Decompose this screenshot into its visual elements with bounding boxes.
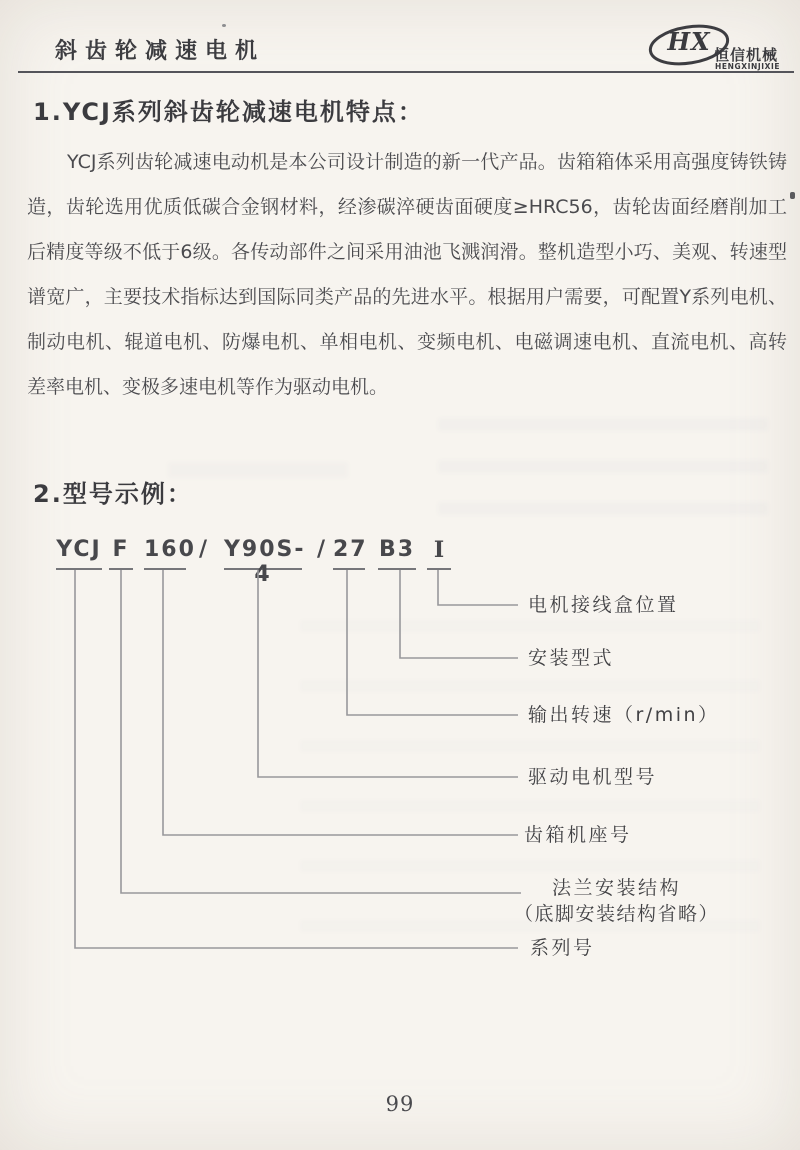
model-segment-output-speed: 27 — [333, 537, 365, 570]
callout-label-terminal-box-position — [528, 594, 679, 616]
model-segment-mounting: B3 — [378, 537, 416, 570]
model-segment-flange: F — [109, 537, 133, 570]
features-paragraph — [27, 140, 787, 410]
callout-text: 电机接线盒位置 — [528, 594, 679, 616]
paragraph-line: 后精度等级不低于6级。各传动部件之间采用油池飞溅润滑。整机造型小巧、美观、转速型 — [27, 241, 787, 263]
callout-text: 法兰安装结构 — [552, 877, 682, 899]
callout-text: 输出转速（r/min） — [528, 704, 720, 726]
model-separator-slash: / — [198, 537, 210, 562]
callout-label-mounting-type — [528, 647, 614, 669]
scan-bleedthrough-artifact — [438, 418, 768, 536]
callout-label-gearbox-frame — [524, 824, 632, 846]
paragraph-line: 差率电机、变极多速电机等作为驱动电机。 — [27, 376, 389, 398]
scan-speck — [222, 24, 226, 27]
callout-label-output-speed — [528, 704, 720, 726]
callout-label-drive-motor-model — [528, 766, 657, 788]
scan-bleedthrough-artifact — [168, 462, 348, 478]
logo-company-name-latin: HENGXINJIXIE — [715, 62, 781, 71]
model-segment-motor-type: Y90S-4 — [224, 537, 306, 587]
callout-text: 齿箱机座号 — [524, 824, 632, 846]
page-number: 99 — [385, 1092, 415, 1116]
page-header-title: 斜齿轮减速电机 — [55, 39, 266, 64]
paragraph-line: 制动电机、辊道电机、防爆电机、单相电机、变频电机、电磁调速电机、直流电机、高转 — [27, 331, 787, 353]
paragraph-line: 造，齿轮选用优质低碳合金钢材料，经渗碳淬硬齿面硬度≥HRC56，齿轮齿面经磨削加工 — [27, 196, 787, 218]
callout-label-series-number — [530, 937, 595, 959]
callout-text: 安装型式 — [528, 647, 615, 669]
scan-speck — [790, 192, 795, 199]
model-segment-terminal-box: I — [427, 537, 451, 570]
callout-subtext: （底脚安装结构省略） — [514, 903, 720, 925]
section-1-heading: 1.YCJ系列斜齿轮减速电机特点： — [33, 98, 424, 126]
paragraph-line: YCJ系列齿轮减速电动机是本公司设计制造的新一代产品。齿箱箱体采用高强度铸铁铸 — [67, 151, 787, 173]
model-separator-slash: / — [316, 537, 328, 562]
section-2-heading: 2.型号示例： — [33, 480, 193, 508]
model-segment-series: YCJ — [56, 537, 102, 570]
callout-label-flange-structure — [514, 875, 719, 927]
model-segment-frame-size: 160 — [144, 537, 186, 570]
company-logo — [628, 14, 788, 74]
logo-monogram: HX — [667, 27, 711, 56]
paragraph-line: 谱宽广，主要技术指标达到国际同类产品的先进水平。根据用户需要，可配置Y系列电机、 — [27, 286, 787, 308]
callout-text: 系列号 — [530, 937, 595, 959]
logo-company-name: 恒信机械 — [714, 46, 779, 64]
callout-text: 驱动电机型号 — [528, 766, 658, 788]
